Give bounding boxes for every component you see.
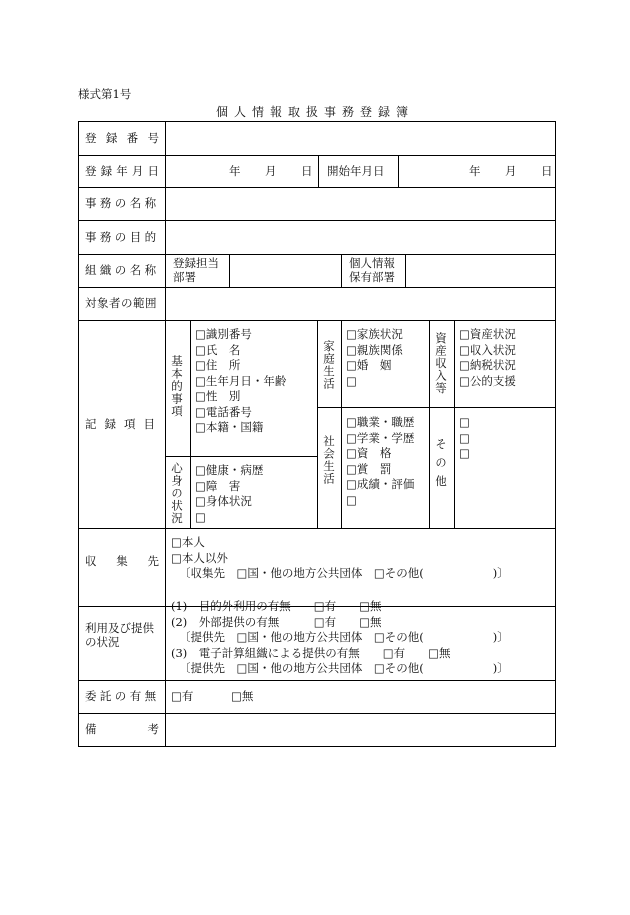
collection-source-line[interactable]: 〔収集先 □国・他の地方公共団体 □その他( )〕 <box>179 566 509 580</box>
checkbox-item[interactable]: □障 害 <box>195 478 241 493</box>
checkbox-item[interactable]: □ <box>346 492 357 507</box>
start-date-year-unit: 年 <box>469 164 481 178</box>
cell-divider <box>318 155 319 187</box>
start-date-day-unit: 日 <box>541 164 553 178</box>
label-office-purpose: 事務の目的 <box>85 230 160 244</box>
label-holder-dept: 個人情報 保有部署 <box>349 256 395 284</box>
label-scope: 対象者の範囲 <box>85 296 157 310</box>
label-reg-date: 登 録 年 月 日 <box>85 164 159 178</box>
usage-line-4[interactable]: (3) 電子計算組織による提供の有無 □有 □無 <box>171 645 451 660</box>
row-divider <box>79 220 555 221</box>
label-remarks: 備 考 <box>85 722 159 736</box>
label-outsourcing: 委託の有無 <box>85 689 160 703</box>
cell-divider <box>317 407 555 408</box>
other-list <box>459 415 470 462</box>
label-assets-income: 資産収入等 <box>434 332 448 395</box>
label-start-date: 開始年月日 <box>327 164 385 178</box>
row-divider <box>79 187 555 188</box>
checkbox-item[interactable]: □ <box>195 509 206 524</box>
row-divider <box>79 713 555 714</box>
social-list <box>346 415 414 508</box>
label-collection: 収 集 先 <box>85 554 159 568</box>
mind-body-list <box>195 463 263 525</box>
label-other: その他 <box>434 438 448 494</box>
page-title: 個人情報取扱事務登録簿 <box>215 105 414 119</box>
checkbox-item[interactable]: □納税状況 <box>459 358 516 372</box>
label-usage: 利用及び提供 の状況 <box>85 621 154 649</box>
usage-options <box>171 599 509 677</box>
registration-form-table <box>78 121 556 747</box>
row-divider <box>79 287 555 288</box>
label-column-divider <box>165 122 166 746</box>
checkbox-item[interactable]: □家族状況 <box>346 327 403 341</box>
checkbox-item[interactable]: □職業・職歴 <box>346 415 415 429</box>
checkbox-item[interactable]: □本籍・国籍 <box>195 420 264 434</box>
checkbox-item[interactable]: □ <box>459 415 470 429</box>
checkbox-item[interactable]: □健康・病歴 <box>195 463 264 477</box>
row-divider <box>79 254 555 255</box>
reg-date-month-unit: 月 <box>265 164 277 178</box>
cell-divider <box>341 320 342 528</box>
family-list <box>346 327 403 389</box>
start-date-month-unit: 月 <box>505 164 517 178</box>
checkbox-item[interactable]: □識別番号 <box>195 327 252 341</box>
label-org-name: 組織の名称 <box>85 263 160 277</box>
label-office-name: 事務の名称 <box>85 196 160 210</box>
reg-date-day-unit: 日 <box>301 164 313 178</box>
label-basic-items: 基本的事項 <box>170 355 184 418</box>
checkbox-item[interactable]: □婚 姻 <box>346 358 392 372</box>
cell-divider <box>317 320 318 528</box>
form-number: 様式第1号 <box>78 87 132 101</box>
checkbox-item[interactable]: □ <box>459 430 470 445</box>
basic-items-list <box>195 327 286 436</box>
reg-date-year-unit: 年 <box>229 164 241 178</box>
label-reg-no: 登 録 番 号 <box>85 131 159 145</box>
usage-line-5[interactable]: 〔提供先 □国・他の地方公共団体 □その他( )〕 <box>179 661 509 675</box>
checkbox-item[interactable]: □資産状況 <box>459 327 516 341</box>
checkbox-item[interactable]: □氏 名 <box>195 342 241 357</box>
label-family-life: 家庭生活 <box>322 340 336 390</box>
cell-divider <box>165 456 317 457</box>
cell-divider <box>454 320 455 528</box>
checkbox-item[interactable]: □身体状況 <box>195 494 252 508</box>
checkbox-item[interactable]: □賞 罰 <box>346 461 392 476</box>
checkbox-item[interactable]: □収入状況 <box>459 342 516 357</box>
checkbox-item[interactable]: □学業・学歴 <box>346 430 415 445</box>
label-social-life: 社会生活 <box>322 435 336 485</box>
cell-divider <box>398 155 399 187</box>
checkbox-outsourcing-yes[interactable]: □有 <box>171 689 194 703</box>
checkbox-item[interactable]: □生年月日・年齢 <box>195 373 287 388</box>
checkbox-outsourcing-no[interactable]: □無 <box>231 689 254 703</box>
checkbox-item[interactable]: □ <box>459 446 470 460</box>
label-mind-body: 心身の状況 <box>170 462 184 525</box>
checkbox-other-than-self[interactable]: □本人以外 <box>171 550 228 565</box>
checkbox-item[interactable]: □公的支援 <box>459 373 516 388</box>
checkbox-item[interactable]: □親族関係 <box>346 342 403 357</box>
label-reg-dept: 登録担当 部署 <box>173 256 219 284</box>
label-record-items: 記録項目 <box>85 417 163 431</box>
assets-list <box>459 327 516 389</box>
checkbox-self[interactable]: □本人 <box>171 535 205 549</box>
checkbox-item[interactable]: □電話番号 <box>195 404 252 419</box>
usage-line-2[interactable]: (2) 外部提供の有無 □有 □無 <box>171 614 382 629</box>
cell-divider <box>405 254 406 287</box>
cell-divider <box>229 254 230 287</box>
checkbox-item[interactable]: □住 所 <box>195 358 241 372</box>
checkbox-item[interactable]: □性 別 <box>195 389 241 403</box>
row-divider <box>79 155 555 156</box>
usage-line-1[interactable]: (1) 目的外利用の有無 □有 □無 <box>171 599 382 613</box>
checkbox-item[interactable]: □ <box>346 373 357 388</box>
checkbox-item[interactable]: □資 格 <box>346 446 392 460</box>
cell-divider <box>190 320 191 528</box>
row-divider <box>79 528 555 529</box>
checkbox-item[interactable]: □成績・評価 <box>346 477 415 491</box>
collection-options <box>171 535 509 582</box>
row-divider <box>79 680 555 681</box>
usage-line-3[interactable]: 〔提供先 □国・他の地方公共団体 □その他( )〕 <box>179 630 509 644</box>
cell-divider <box>341 254 342 287</box>
cell-divider <box>429 320 430 528</box>
